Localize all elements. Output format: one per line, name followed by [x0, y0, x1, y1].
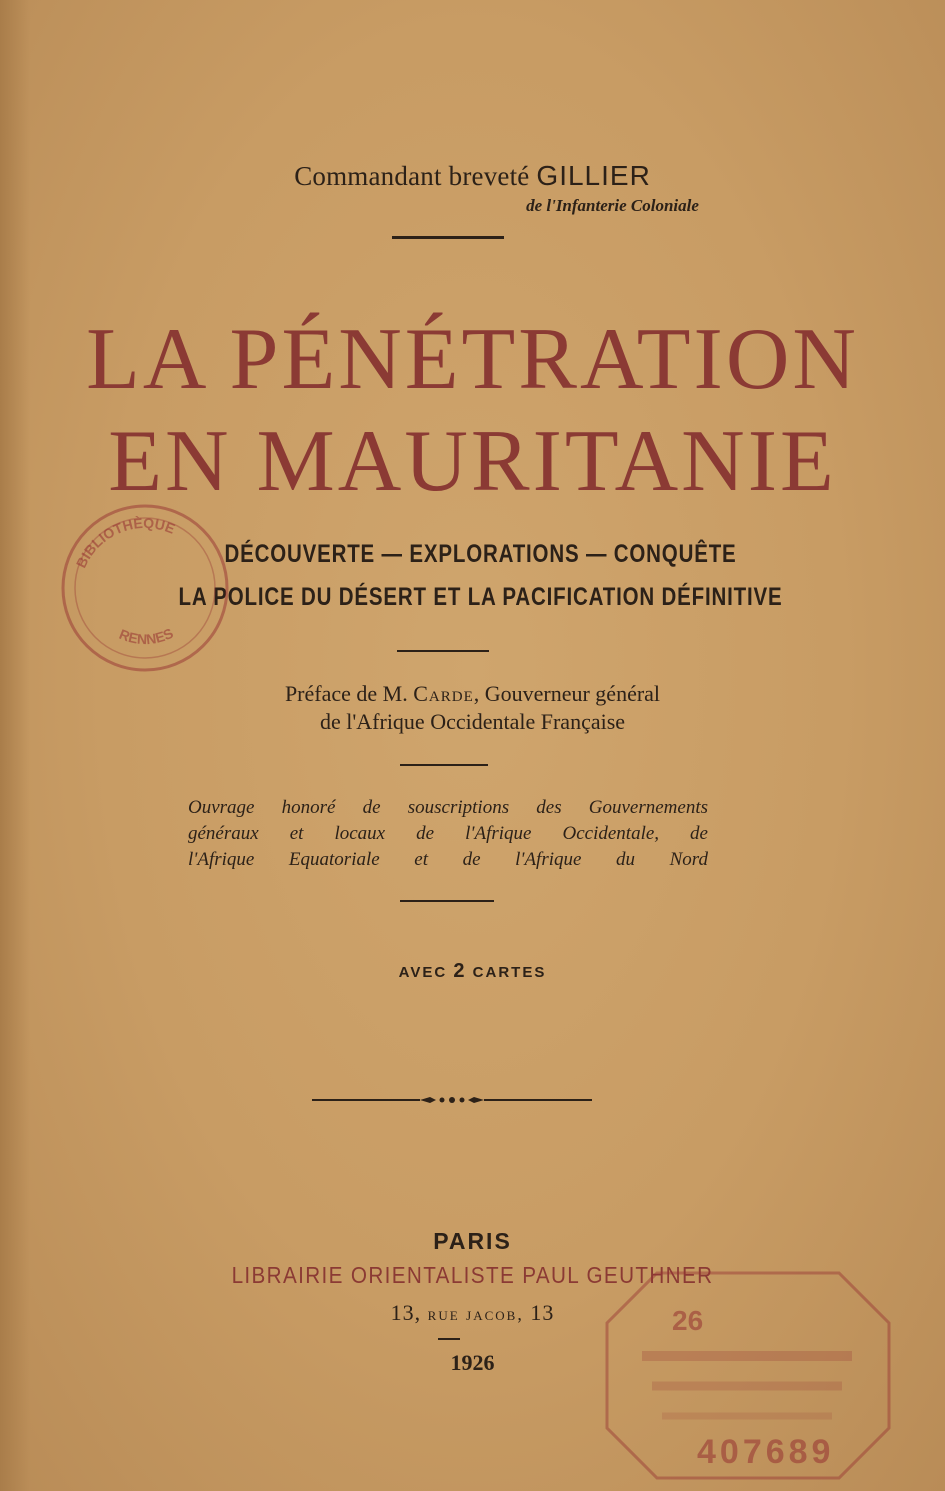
author-rank: Commandant breveté [294, 161, 530, 191]
stamp-right-number: 26 [672, 1305, 704, 1336]
ornament-rule [312, 1090, 592, 1110]
imprint-year: 1926 [450, 1350, 495, 1375]
address-number-a: 13, [390, 1300, 422, 1325]
ouvrage-line-1: Ouvrage honoré de souscriptions des Gouvernements [188, 797, 708, 818]
subtitle-line-1: DÉCOUVERTE — EXPLORATIONS — CONQUÊTE [224, 540, 737, 568]
stamp-left-bottom: RENNES [116, 624, 176, 648]
maps-avec: AVEC [398, 964, 448, 981]
author-name: GILLIER [536, 160, 651, 191]
preface-prefix: Préface de M. [284, 681, 408, 706]
preface-name: Carde [413, 681, 474, 706]
maps-note [0, 960, 945, 983]
divider-rule [400, 764, 488, 766]
address-street: rue jacob, [427, 1304, 524, 1324]
inventory-stamp-icon [602, 1268, 894, 1483]
title-line-1: LA PÉNÉTRATION [86, 311, 859, 408]
title-line-2: EN MAURITANIE [108, 413, 837, 510]
divider-rule [438, 1338, 460, 1340]
address-number-b: 13 [530, 1300, 555, 1325]
imprint-city: PARIS [433, 1228, 512, 1254]
divider-rule [400, 900, 494, 902]
spine-shadow [0, 0, 30, 1491]
stamp-right-code: 407689 [697, 1433, 835, 1471]
stamp-left-top: BIBLIOTHÈQUE [72, 514, 178, 571]
maps-count: 2 [453, 960, 467, 982]
library-stamp-icon [55, 498, 235, 678]
maps-word: CARTES [472, 964, 547, 981]
divider-rule [397, 650, 489, 652]
author-corps: de l'Infanterie Coloniale [526, 196, 699, 215]
subtitle-line-2: LA POLICE DU DÉSERT ET LA PACIFICATION DÉFINITIVE [178, 583, 783, 611]
preface-role: , Gouverneur général [473, 681, 661, 706]
ouvrage-line-3: l'Afrique Equatoriale et de l'Afrique du Nord [188, 849, 708, 870]
preface-line-2: de l'Afrique Occidentale Française [319, 709, 626, 734]
ouvrage-line-2: généraux et locaux de l'Afrique Occidentale, de [188, 823, 708, 844]
preface-line-1 [0, 680, 945, 709]
divider-rule [392, 236, 504, 239]
imprint-publisher: LIBRAIRIE ORIENTALISTE PAUL GEUTHNER [231, 1262, 714, 1288]
author-line [0, 160, 945, 192]
